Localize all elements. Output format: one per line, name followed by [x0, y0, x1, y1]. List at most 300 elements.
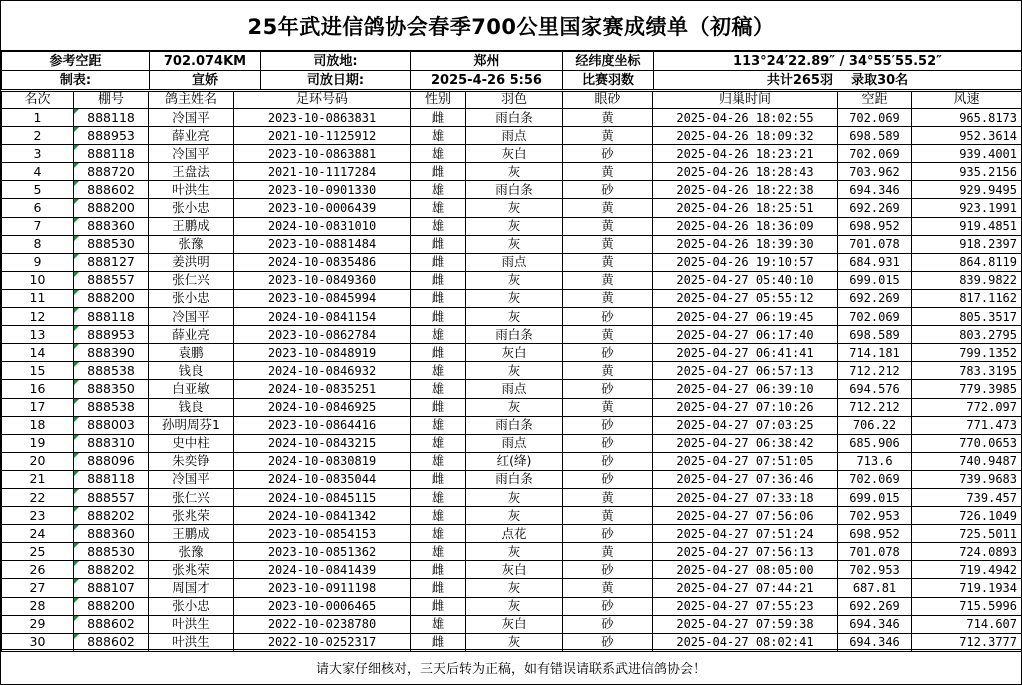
cell-eye-sand: 黄	[563, 579, 653, 597]
count-value	[654, 71, 1022, 90]
cell-speed: 803.2795	[912, 326, 1022, 344]
cell-speed: 918.2397	[912, 235, 1022, 253]
sheet-title: 25年武进信鸽协会春季700公里国家赛成绩单（初稿）	[1, 1, 1021, 51]
cell-feather-color: 雨点	[466, 434, 563, 452]
cell-rank: 16	[2, 380, 74, 398]
cell-distance: 712.212	[838, 398, 912, 416]
cell-loft-id: 888200	[74, 289, 149, 307]
cell-rank: 26	[2, 561, 74, 579]
cell-loft-id: 888096	[74, 452, 149, 470]
cell-sex: 雄	[411, 434, 466, 452]
cell-eye-sand: 黄	[563, 488, 653, 506]
cell-speed: 952.3614	[912, 127, 1022, 145]
cell-distance: 702.069	[838, 109, 912, 127]
cell-rank: 4	[2, 163, 74, 181]
cell-sex: 雌	[411, 597, 466, 615]
cell-eye-sand: 砂	[563, 633, 653, 651]
cell-distance: 698.589	[838, 127, 912, 145]
cell-rank: 24	[2, 525, 74, 543]
cell-distance: 701.078	[838, 235, 912, 253]
cell-owner-name: 冷国平	[149, 109, 234, 127]
cell-sex: 雌	[411, 253, 466, 271]
cell-rank: 23	[2, 507, 74, 525]
cell-distance: 713.6	[838, 452, 912, 470]
cell-eye-sand: 黄	[563, 326, 653, 344]
cell-owner-name: 张兆荣	[149, 507, 234, 525]
cell-feather-color: 灰	[466, 289, 563, 307]
cell-sex: 雄	[411, 615, 466, 633]
table-row	[2, 543, 1022, 561]
cell-arrival-time: 2025-04-27 07:44:21	[653, 579, 838, 597]
cell-arrival-time: 2025-04-27 07:55:23	[653, 597, 838, 615]
cell-ring-number: 2022-10-0252317	[234, 633, 411, 651]
cell-ring-number: 2021-10-1125912	[234, 127, 411, 145]
cell-owner-name: 张仁兴	[149, 488, 234, 506]
cell-eye-sand: 黄	[563, 507, 653, 525]
cell-feather-color: 红(绛)	[466, 452, 563, 470]
cell-rank: 11	[2, 289, 74, 307]
cell-sex: 雌	[411, 561, 466, 579]
cell-rank: 15	[2, 362, 74, 380]
cell-loft-id: 888118	[74, 145, 149, 163]
cell-sex: 雌	[411, 344, 466, 362]
cell-distance: 694.346	[838, 633, 912, 651]
cell-arrival-time: 2025-04-27 07:33:18	[653, 488, 838, 506]
table-row	[2, 181, 1022, 199]
cell-speed: 935.2156	[912, 163, 1022, 181]
cell-speed: 715.5996	[912, 597, 1022, 615]
cell-owner-name: 钱良	[149, 362, 234, 380]
cell-distance: 702.069	[838, 470, 912, 488]
release-date-label: 司放日期:	[261, 71, 411, 90]
cell-owner-name: 薛业亮	[149, 127, 234, 145]
cell-ring-number: 2024-10-0831010	[234, 217, 411, 235]
count-label: 比赛羽数	[563, 71, 654, 90]
cell-speed: 965.8173	[912, 109, 1022, 127]
cell-ring-number: 2023-10-0006465	[234, 597, 411, 615]
cell-speed: 864.8119	[912, 253, 1022, 271]
cell-rank: 14	[2, 344, 74, 362]
cell-speed: 939.4001	[912, 145, 1022, 163]
cell-arrival-time: 2025-04-26 18:25:51	[653, 199, 838, 217]
cell-rank: 20	[2, 452, 74, 470]
cell-owner-name: 钱良	[149, 398, 234, 416]
cell-loft-id: 888390	[74, 344, 149, 362]
table-row	[2, 344, 1022, 362]
cell-arrival-time: 2025-04-26 18:28:43	[653, 163, 838, 181]
cell-distance: 698.952	[838, 525, 912, 543]
header-arrival-time: 归巢时间	[653, 92, 838, 109]
cell-loft-id: 888530	[74, 543, 149, 561]
cell-eye-sand: 黄	[563, 398, 653, 416]
cell-speed: 719.4942	[912, 561, 1022, 579]
table-row	[2, 109, 1022, 127]
cell-ring-number: 2022-10-0238780	[234, 615, 411, 633]
cell-rank: 9	[2, 253, 74, 271]
cell-sex: 雌	[411, 163, 466, 181]
cell-ring-number: 2024-10-0846925	[234, 398, 411, 416]
cell-feather-color: 灰	[466, 235, 563, 253]
cell-distance: 692.269	[838, 289, 912, 307]
cell-rank: 22	[2, 488, 74, 506]
cell-owner-name: 叶洪生	[149, 633, 234, 651]
cell-rank: 2	[2, 127, 74, 145]
cell-speed: 770.0653	[912, 434, 1022, 452]
cell-feather-color: 灰	[466, 362, 563, 380]
cell-loft-id: 888360	[74, 525, 149, 543]
cell-ring-number: 2024-10-0835486	[234, 253, 411, 271]
cell-arrival-time: 2025-04-27 07:51:05	[653, 452, 838, 470]
cell-owner-name: 史中柱	[149, 434, 234, 452]
cell-eye-sand: 砂	[563, 452, 653, 470]
table-row	[2, 416, 1022, 434]
cell-feather-color: 灰	[466, 597, 563, 615]
cell-owner-name: 张小忠	[149, 289, 234, 307]
cell-rank: 19	[2, 434, 74, 452]
info-row-1	[2, 52, 1022, 71]
cell-feather-color: 雨白条	[466, 181, 563, 199]
cell-loft-id: 888953	[74, 326, 149, 344]
cell-owner-name: 薛业亮	[149, 326, 234, 344]
cell-ring-number: 2023-10-0851362	[234, 543, 411, 561]
table-row	[2, 380, 1022, 398]
table-row	[2, 145, 1022, 163]
cell-ring-number: 2021-10-1117284	[234, 163, 411, 181]
cell-loft-id: 888118	[74, 470, 149, 488]
table-row	[2, 434, 1022, 452]
header-owner-name: 鸽主姓名	[149, 92, 234, 109]
cell-sex: 雄	[411, 199, 466, 217]
cell-arrival-time: 2025-04-26 18:02:55	[653, 109, 838, 127]
cell-owner-name: 姜洪明	[149, 253, 234, 271]
cell-ring-number: 2023-10-0849360	[234, 271, 411, 289]
results-table	[1, 91, 1022, 652]
cell-arrival-time: 2025-04-26 18:22:38	[653, 181, 838, 199]
cell-arrival-time: 2025-04-26 19:10:57	[653, 253, 838, 271]
cell-distance: 702.953	[838, 507, 912, 525]
cell-owner-name: 冷国平	[149, 308, 234, 326]
cell-speed: 919.4851	[912, 217, 1022, 235]
cell-ring-number: 2023-10-0863881	[234, 145, 411, 163]
cell-loft-id: 888360	[74, 217, 149, 235]
total-count: 共计265羽	[766, 72, 833, 88]
cell-ring-number: 2023-10-0845994	[234, 289, 411, 307]
cell-distance: 702.069	[838, 145, 912, 163]
cell-rank: 30	[2, 633, 74, 651]
cell-arrival-time: 2025-04-27 07:51:24	[653, 525, 838, 543]
cell-eye-sand: 砂	[563, 308, 653, 326]
cell-distance: 706.22	[838, 416, 912, 434]
cell-feather-color: 雨白条	[466, 416, 563, 434]
cell-owner-name: 张豫	[149, 235, 234, 253]
cell-ring-number: 2023-10-0862784	[234, 326, 411, 344]
cell-feather-color: 雨点	[466, 380, 563, 398]
cell-loft-id: 888118	[74, 109, 149, 127]
header-sex: 性别	[411, 92, 466, 109]
cell-owner-name: 王盘法	[149, 163, 234, 181]
cell-arrival-time: 2025-04-27 05:55:12	[653, 289, 838, 307]
cell-eye-sand: 砂	[563, 561, 653, 579]
cell-ring-number: 2023-10-0864416	[234, 416, 411, 434]
cell-distance: 685.906	[838, 434, 912, 452]
cell-sex: 雄	[411, 362, 466, 380]
cell-distance: 684.931	[838, 253, 912, 271]
cell-eye-sand: 黄	[563, 217, 653, 235]
cell-rank: 10	[2, 271, 74, 289]
cell-eye-sand: 黄	[563, 127, 653, 145]
cell-speed: 783.3195	[912, 362, 1022, 380]
cell-speed: 726.1049	[912, 507, 1022, 525]
header-ring-number: 足环号码	[234, 92, 411, 109]
cell-distance: 694.346	[838, 181, 912, 199]
cell-loft-id: 888530	[74, 235, 149, 253]
cell-owner-name: 张小忠	[149, 199, 234, 217]
cell-loft-id: 888202	[74, 561, 149, 579]
cell-distance: 698.589	[838, 326, 912, 344]
cell-rank: 8	[2, 235, 74, 253]
cell-arrival-time: 2025-04-27 07:36:46	[653, 470, 838, 488]
cell-owner-name: 张小忠	[149, 597, 234, 615]
cell-loft-id: 888557	[74, 271, 149, 289]
cell-arrival-time: 2025-04-26 18:36:09	[653, 217, 838, 235]
cell-rank: 3	[2, 145, 74, 163]
cell-sex: 雄	[411, 127, 466, 145]
cell-feather-color: 点花	[466, 525, 563, 543]
cell-speed: 712.3777	[912, 633, 1022, 651]
cell-rank: 28	[2, 597, 74, 615]
cell-distance: 702.953	[838, 561, 912, 579]
cell-eye-sand: 黄	[563, 199, 653, 217]
cell-arrival-time: 2025-04-27 06:39:10	[653, 380, 838, 398]
cell-speed: 739.457	[912, 488, 1022, 506]
cell-owner-name: 孙明周芬1	[149, 416, 234, 434]
header-distance: 空距	[838, 92, 912, 109]
cell-arrival-time: 2025-04-26 18:23:21	[653, 145, 838, 163]
cell-arrival-time: 2025-04-27 08:05:00	[653, 561, 838, 579]
cell-eye-sand: 砂	[563, 181, 653, 199]
cell-rank: 29	[2, 615, 74, 633]
cell-rank: 25	[2, 543, 74, 561]
cell-sex: 雌	[411, 271, 466, 289]
cell-feather-color: 灰	[466, 488, 563, 506]
cell-arrival-time: 2025-04-27 07:03:25	[653, 416, 838, 434]
cell-arrival-time: 2025-04-27 07:10:26	[653, 398, 838, 416]
cell-arrival-time: 2025-04-27 06:17:40	[653, 326, 838, 344]
cell-arrival-time: 2025-04-27 06:41:41	[653, 344, 838, 362]
cell-speed: 724.0893	[912, 543, 1022, 561]
cell-eye-sand: 黄	[563, 543, 653, 561]
cell-loft-id: 888202	[74, 507, 149, 525]
cell-speed: 725.5011	[912, 525, 1022, 543]
cell-owner-name: 朱奕铮	[149, 452, 234, 470]
cell-eye-sand: 黄	[563, 271, 653, 289]
cell-ring-number: 2024-10-0845115	[234, 488, 411, 506]
cell-ring-number: 2024-10-0835044	[234, 470, 411, 488]
cell-feather-color: 灰	[466, 507, 563, 525]
cell-eye-sand: 砂	[563, 344, 653, 362]
table-row	[2, 326, 1022, 344]
cell-eye-sand: 砂	[563, 615, 653, 633]
cell-owner-name: 王鹏成	[149, 217, 234, 235]
table-row	[2, 579, 1022, 597]
cell-owner-name: 白亚敏	[149, 380, 234, 398]
cell-arrival-time: 2025-04-26 18:09:32	[653, 127, 838, 145]
cell-loft-id: 888602	[74, 181, 149, 199]
cell-sex: 雌	[411, 308, 466, 326]
cell-distance: 687.81	[838, 579, 912, 597]
cell-feather-color: 灰白	[466, 344, 563, 362]
release-place-value: 郑州	[411, 52, 563, 71]
cell-feather-color: 灰	[466, 217, 563, 235]
cell-sex: 雌	[411, 579, 466, 597]
cell-arrival-time: 2025-04-27 07:59:38	[653, 615, 838, 633]
cell-feather-color: 灰	[466, 543, 563, 561]
cell-feather-color: 灰	[466, 579, 563, 597]
cell-distance: 703.962	[838, 163, 912, 181]
cell-loft-id: 888003	[74, 416, 149, 434]
cell-feather-color: 灰	[466, 308, 563, 326]
table-row	[2, 525, 1022, 543]
table-row	[2, 488, 1022, 506]
cell-sex: 雌	[411, 470, 466, 488]
cell-owner-name: 张豫	[149, 543, 234, 561]
table-row	[2, 597, 1022, 615]
cell-loft-id: 888720	[74, 163, 149, 181]
cell-sex: 雄	[411, 488, 466, 506]
table-row	[2, 217, 1022, 235]
cell-arrival-time: 2025-04-27 06:38:42	[653, 434, 838, 452]
cell-distance: 712.212	[838, 362, 912, 380]
cell-rank: 18	[2, 416, 74, 434]
cell-distance: 694.576	[838, 380, 912, 398]
cell-sex: 雌	[411, 289, 466, 307]
cell-rank: 12	[2, 308, 74, 326]
cell-sex: 雄	[411, 145, 466, 163]
cell-rank: 13	[2, 326, 74, 344]
cell-sex: 雄	[411, 217, 466, 235]
cell-ring-number: 2023-10-0901330	[234, 181, 411, 199]
ref-distance-value: 702.074KM	[150, 52, 261, 71]
cell-speed: 772.097	[912, 398, 1022, 416]
cell-owner-name: 王鹏成	[149, 525, 234, 543]
cell-sex: 雄	[411, 416, 466, 434]
cell-loft-id: 888200	[74, 597, 149, 615]
cell-rank: 21	[2, 470, 74, 488]
cell-eye-sand: 砂	[563, 434, 653, 452]
table-row	[2, 362, 1022, 380]
cell-ring-number: 2024-10-0843215	[234, 434, 411, 452]
cell-eye-sand: 黄	[563, 109, 653, 127]
cell-sex: 雌	[411, 109, 466, 127]
table-row	[2, 561, 1022, 579]
cell-sex: 雌	[411, 398, 466, 416]
table-header-row	[2, 92, 1022, 109]
cell-owner-name: 张兆荣	[149, 561, 234, 579]
cell-speed: 719.1934	[912, 579, 1022, 597]
cell-feather-color: 雨白条	[466, 470, 563, 488]
cell-sex: 雄	[411, 543, 466, 561]
cell-sex: 雄	[411, 525, 466, 543]
cell-distance: 714.181	[838, 344, 912, 362]
header-speed: 风速	[912, 92, 1022, 109]
cell-loft-id: 888538	[74, 362, 149, 380]
cell-speed: 739.9683	[912, 470, 1022, 488]
cell-eye-sand: 砂	[563, 380, 653, 398]
cell-eye-sand: 黄	[563, 362, 653, 380]
cell-feather-color: 雨白条	[466, 109, 563, 127]
ref-distance-label: 参考空距	[2, 52, 150, 71]
release-place-label: 司放地:	[261, 52, 411, 71]
table-row	[2, 470, 1022, 488]
cell-speed: 817.1162	[912, 289, 1022, 307]
cell-distance: 702.069	[838, 308, 912, 326]
cell-speed: 805.3517	[912, 308, 1022, 326]
cell-speed: 929.9495	[912, 181, 1022, 199]
cell-eye-sand: 砂	[563, 416, 653, 434]
table-row	[2, 271, 1022, 289]
table-row	[2, 199, 1022, 217]
cell-ring-number: 2024-10-0841439	[234, 561, 411, 579]
cell-loft-id: 888200	[74, 199, 149, 217]
cell-speed: 740.9487	[912, 452, 1022, 470]
cell-ring-number: 2024-10-0830819	[234, 452, 411, 470]
cell-sex: 雄	[411, 452, 466, 470]
header-feather-color: 羽色	[466, 92, 563, 109]
cell-owner-name: 袁鹏	[149, 344, 234, 362]
cell-distance: 699.015	[838, 271, 912, 289]
cell-ring-number: 2024-10-0846932	[234, 362, 411, 380]
cell-loft-id: 888538	[74, 398, 149, 416]
table-row	[2, 398, 1022, 416]
cell-feather-color: 灰	[466, 398, 563, 416]
cell-arrival-time: 2025-04-27 06:57:13	[653, 362, 838, 380]
cell-ring-number: 2023-10-0881484	[234, 235, 411, 253]
cell-eye-sand: 砂	[563, 525, 653, 543]
cell-sex: 雄	[411, 380, 466, 398]
cell-owner-name: 冷国平	[149, 145, 234, 163]
cell-speed: 923.1991	[912, 199, 1022, 217]
header-eye-sand: 眼砂	[563, 92, 653, 109]
table-row	[2, 615, 1022, 633]
cell-owner-name: 叶洪生	[149, 181, 234, 199]
release-date-value: 2025-4-26 5:56	[411, 71, 563, 90]
cell-distance: 699.015	[838, 488, 912, 506]
cell-arrival-time: 2025-04-27 08:02:41	[653, 633, 838, 651]
header-loft-id: 棚号	[74, 92, 149, 109]
cell-loft-id: 888602	[74, 633, 149, 651]
cell-eye-sand: 黄	[563, 163, 653, 181]
table-row	[2, 289, 1022, 307]
cell-ring-number: 2024-10-0841154	[234, 308, 411, 326]
cell-owner-name: 叶洪生	[149, 615, 234, 633]
maker-label: 制表:	[2, 71, 150, 90]
cell-feather-color: 雨点	[466, 253, 563, 271]
cell-feather-color: 灰白	[466, 615, 563, 633]
cell-sex: 雄	[411, 507, 466, 525]
coords-label: 经纬度坐标	[563, 52, 654, 71]
cell-ring-number: 2024-10-0841342	[234, 507, 411, 525]
cell-eye-sand: 黄	[563, 289, 653, 307]
coords-value: 113°24′22.89″ / 34°55′55.52″	[654, 52, 1022, 71]
cell-distance: 692.269	[838, 199, 912, 217]
cell-eye-sand: 黄	[563, 235, 653, 253]
cell-sex: 雄	[411, 181, 466, 199]
table-row	[2, 235, 1022, 253]
cell-rank: 27	[2, 579, 74, 597]
cell-sex: 雌	[411, 633, 466, 651]
table-row	[2, 452, 1022, 470]
cell-speed: 839.9822	[912, 271, 1022, 289]
